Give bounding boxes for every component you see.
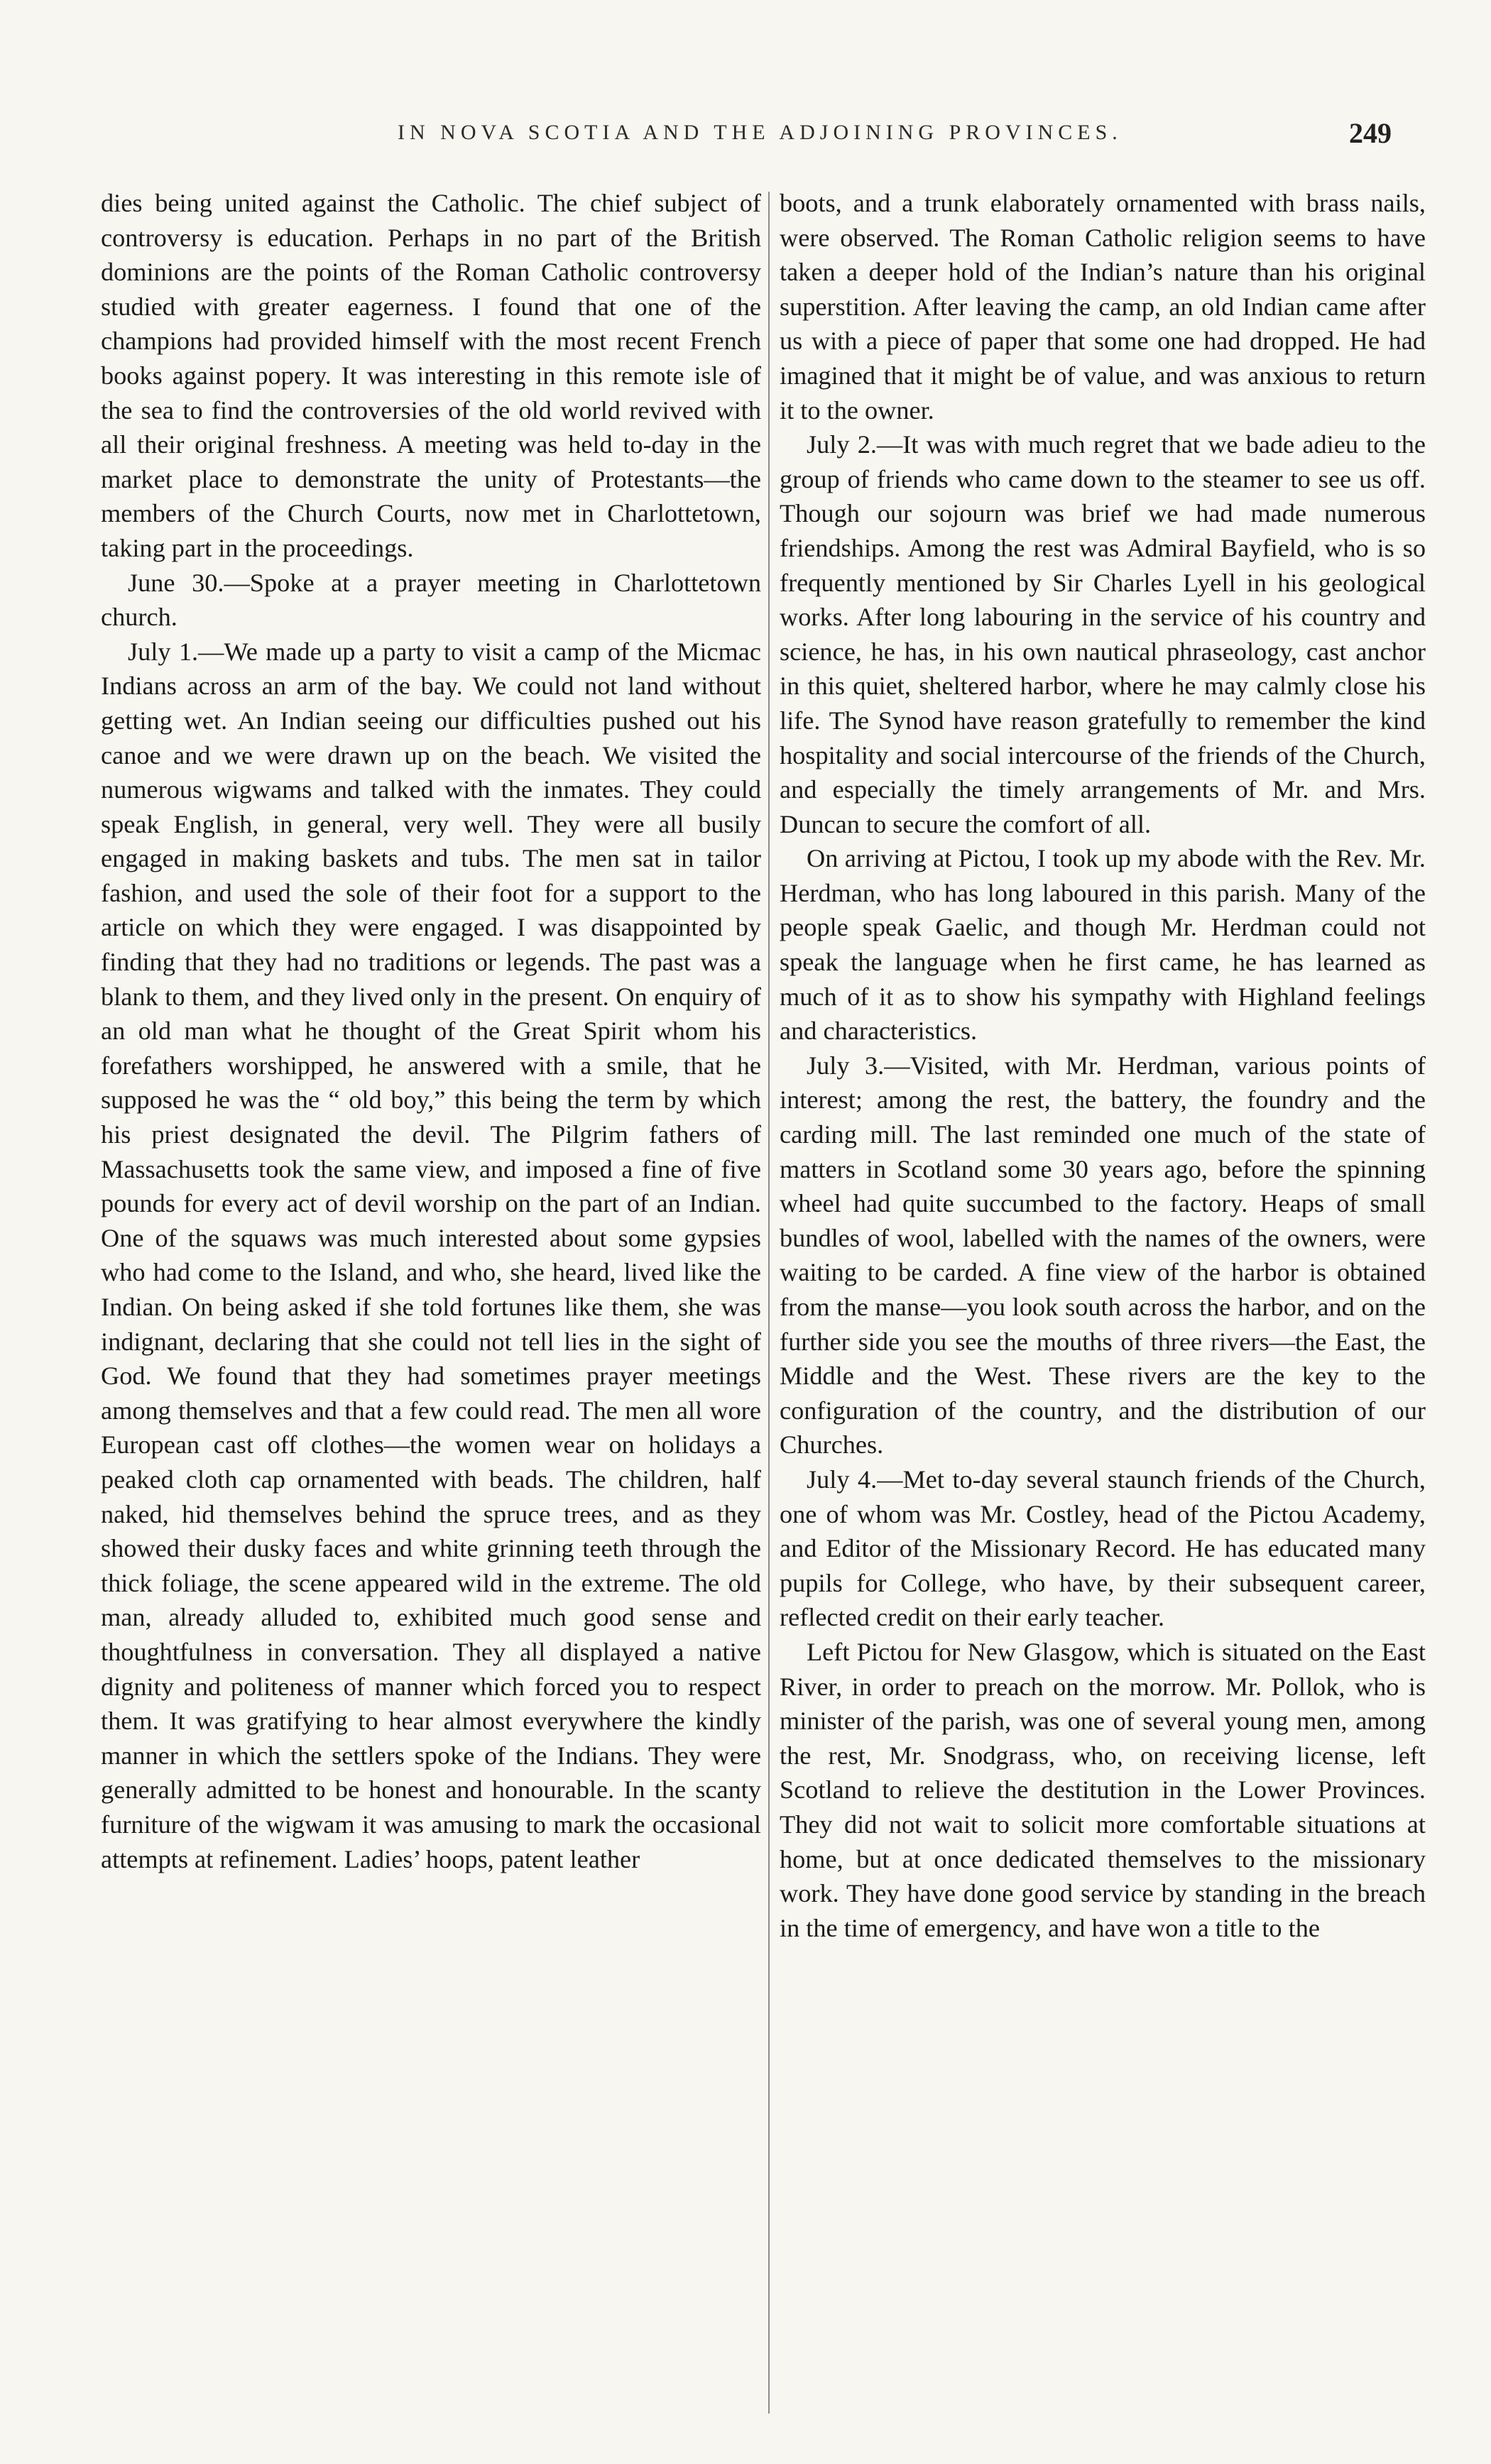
paragraph-june-30: June 30.—Spoke at a prayer meeting in Charlottetown church. — [101, 568, 761, 632]
page-number: 249 — [1349, 117, 1392, 149]
paragraph-july-2: July 2.—It was with much regret that we bade adieu to the group of friends who came down to the steamer to see us off. Though our sojourn was brief we had made numerous friendships. Among the rest was Admiral Bayfield, who is so frequently mentioned by Sir Charles Lyell in his geological works. After long labouring in the service of his country and science, he has, in his own nautical phraseology, cast anchor in this quiet, sheltered harbor, where he may calmly close his life. The Synod have reason gratefully to remember the kind hospitality and social intercourse of the friends of the Church, and especially the timely arrangements of Mr. and Mrs. Duncan to secure the comfort of all. — [780, 430, 1426, 838]
paragraph-continuation: dies being united against the Catholic. The chief subject of controversy is education. Perhaps in no part of the British dominions are the points of the Roman Catholic controversy studied with greater eagerness. I found that one of the champions had provided himself with the most recent French books against popery. It was interesting in this remote isle of the sea to find the controversies of the old world revived with all their original freshness. A meeting was held to-day in the market place to demonstrate the unity of Protestants—the members of the Church Courts, now met in Charlottetown, taking part in the proceedings. — [101, 189, 761, 562]
column-divider — [768, 192, 770, 2414]
running-title: IN NOVA SCOTIA AND THE ADJOINING PROVINCES. — [398, 121, 1123, 144]
paragraph-july-4: July 4.—Met to-day several staunch friends of the Church, one of whom was Mr. Costley, head of the Pictou Academy, and Editor of the Missionary Record. He has educated many pupils for College, who have, by their subsequent career, reflected credit on their early teacher. — [780, 1464, 1426, 1632]
left-column — [101, 186, 761, 1876]
paragraph-pictou-arrival: On arriving at Pictou, I took up my abode with the Rev. Mr. Herdman, who has long laboured in this parish. Many of the people speak Gaelic, and though Mr. Herdman could not speak the language when he first came, he has learned as much of it as to show his sympathy with Highland feelings and characteristics. — [780, 844, 1426, 1046]
running-head — [0, 117, 1491, 163]
paragraph-july-1: July 1.—We made up a party to visit a camp of the Micmac Indians across an arm of the bay. We could not land without getting wet. An Indian seeing our difficulties pushed out his canoe and we were drawn up on the beach. We visited the numerous wigwams and talked with the inmates. They could speak English, in general, very well. They were all busily engaged in making baskets and tubs. The men sat in tailor fashion, and used the sole of their foot for a support to the article on which they were engaged. I was disappointed by finding that they had no traditions or legends. The past was a blank to them, and they lived only in the present. On enquiry of an old man what he thought of the Great Spirit whom his forefathers worshipped, he answered with a smile, that he supposed he was the “ old boy,” this being the term by which his priest designated the devil. The Pilgrim fathers of Massachusetts took the same view, and imposed a fine of five pounds for every act of devil worship on the part of an Indian. One of the squaws was much interested about some gypsies who had come to the Island, and who, she heard, lived like the Indian. On being asked if she told fortunes like them, she was indignant, declaring that she could not tell lies in the sight of God. We found that they had sometimes prayer meetings among themselves and that a few could read. The men all wore European cast off clothes—the women wear on holidays a peaked cloth cap ornamented with beads. The children, half naked, hid themselves behind the spruce trees, and as they showed their dusky faces and white grinning teeth through the thick foliage, the scene appeared wild in the extreme. The old man, already alluded to, exhibited much good sense and thoughtfulness in conversation. They all displayed a native dignity and politeness of manner which forced you to respect them. It was gratifying to hear almost everywhere the kindly manner in which the settlers spoke of the Indians. They were generally admitted to be honest and honourable. In the scanty furniture of the wigwam it was amusing to mark the occasional attempts at refinement. Ladies’ hoops, patent leather — [101, 637, 761, 1873]
right-column — [780, 186, 1426, 1945]
paragraph-new-glasgow: Left Pictou for New Glasgow, which is situated on the East River, in order to preach on the morrow. Mr. Pollok, who is minister of the parish, was one of several young men, among the rest, Mr. Snodgrass, who, on receiving license, left Scotland to relieve the destitution in the Lower Provinces. They did not wait to solicit more comfortable situations at home, but at once dedicated themselves to the missionary work. They have done good service by standing in the breach in the time of emergency, and have won a title to the — [780, 1637, 1426, 1942]
paragraph-july-3: July 3.—Visited, with Mr. Herdman, various points of interest; among the rest, the battery, the foundry and the carding mill. The last reminded one much of the state of matters in Scotland some 30 years ago, before the spinning wheel had quite succumbed to the factory. Heaps of small bundles of wool, labelled with the names of the owners, were waiting to be carded. A fine view of the harbor is obtained from the manse—you look south across the harbor, and on the further side you see the mouths of three rivers—the East, the Middle and the West. These rivers are the key to the configuration of the country, and the distribution of our Churches. — [780, 1051, 1426, 1460]
paragraph-continuation-right: boots, and a trunk elaborately ornamented with brass nails, were observed. The Roman Catholic religion seems to have taken a deeper hold of the Indian’s nature than his original superstition. After leaving the camp, an old Indian came after us with a piece of paper that some one had dropped. He had imagined that it might be of value, and was anxious to return it to the owner. — [780, 189, 1426, 425]
